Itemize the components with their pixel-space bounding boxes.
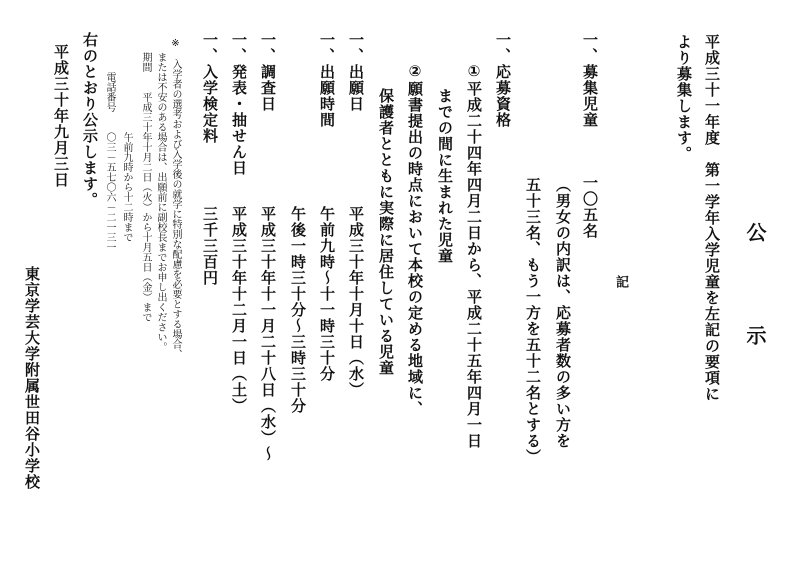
item-ryo-value: 三千三百円 <box>201 206 219 286</box>
notice-date: 平成三十年九月三日 <box>52 44 70 188</box>
ki-mark: 記 <box>613 275 628 289</box>
item-shutsugan-jikan-value-2: 午後一時三十分～三時三十分 <box>289 206 307 414</box>
item-boshu-note-1: （男女の内訳は、応募者数の多い方を <box>554 177 572 449</box>
title-char-2: 示 <box>743 325 767 345</box>
title-char-1: 公 <box>743 222 767 242</box>
item-shikaku-2-line-1: ②願書提出の時点において本校の定める地域に、 <box>406 62 424 417</box>
item-chosa-label: 一、調査日 <box>259 32 277 112</box>
intro-line-2: より募集します。 <box>675 34 693 162</box>
item-chosa-value: 平成三十年十一月二十八日（水）～ <box>259 206 277 462</box>
intro-line-1: 平成三十一年度 第一学年入学児童を左記の要項に <box>703 34 721 402</box>
note-line-4: 午前九時から十二時まで <box>121 132 132 242</box>
item-shikaku-1-line-2: までの間に生まれた児童 <box>436 88 454 264</box>
note-line-5: 電話番号 〇三－五七〇六－二一三一 <box>104 72 115 252</box>
item-shikaku-1-line-1: ①平成二十四年四月二日から、平成二十五年四月一日 <box>465 62 483 449</box>
item-ryo-label: 一、入学検定料 <box>201 32 219 144</box>
note-line-3: 期間 平成三十年十月二日（火）から十月五日（金）まで <box>140 52 151 322</box>
closing-text: 右のとおり公示します。 <box>81 32 99 208</box>
item-shikaku-2-line-2: 保護者とともに実際に居住している児童 <box>377 88 395 376</box>
item-shutsugan-jikan-label: 一、出願時間 <box>318 32 336 128</box>
item-happyo-label: 一、発表・抽せん日 <box>230 32 248 176</box>
item-boshu-note-2: 五十三名、もう一方を五十二名とする） <box>524 177 542 465</box>
note-line-2: または不安のある場合は、出願前に副校長までお申し出ください。 <box>155 52 166 352</box>
item-shikaku-label: 一、応募資格 <box>494 32 512 128</box>
item-shutsugan-bi-label: 一、出願日 <box>347 32 365 112</box>
note-line-1: ※ 入学者の選考および入学後の就学に特別な配慮を必要とする場合、 <box>170 38 181 359</box>
item-shutsugan-jikan-value-1: 午前九時～十一時三十分 <box>318 206 336 382</box>
item-shutsugan-bi-value: 平成三十年十月十日（水） <box>347 206 365 398</box>
item-happyo-value: 平成三十年十二月一日（土） <box>230 206 248 414</box>
school-name: 東京学芸大学附属世田谷小学校 <box>23 266 41 490</box>
item-boshu-label: 一、募集児童 <box>581 32 599 128</box>
item-boshu-value: 一〇五名 <box>581 175 599 239</box>
